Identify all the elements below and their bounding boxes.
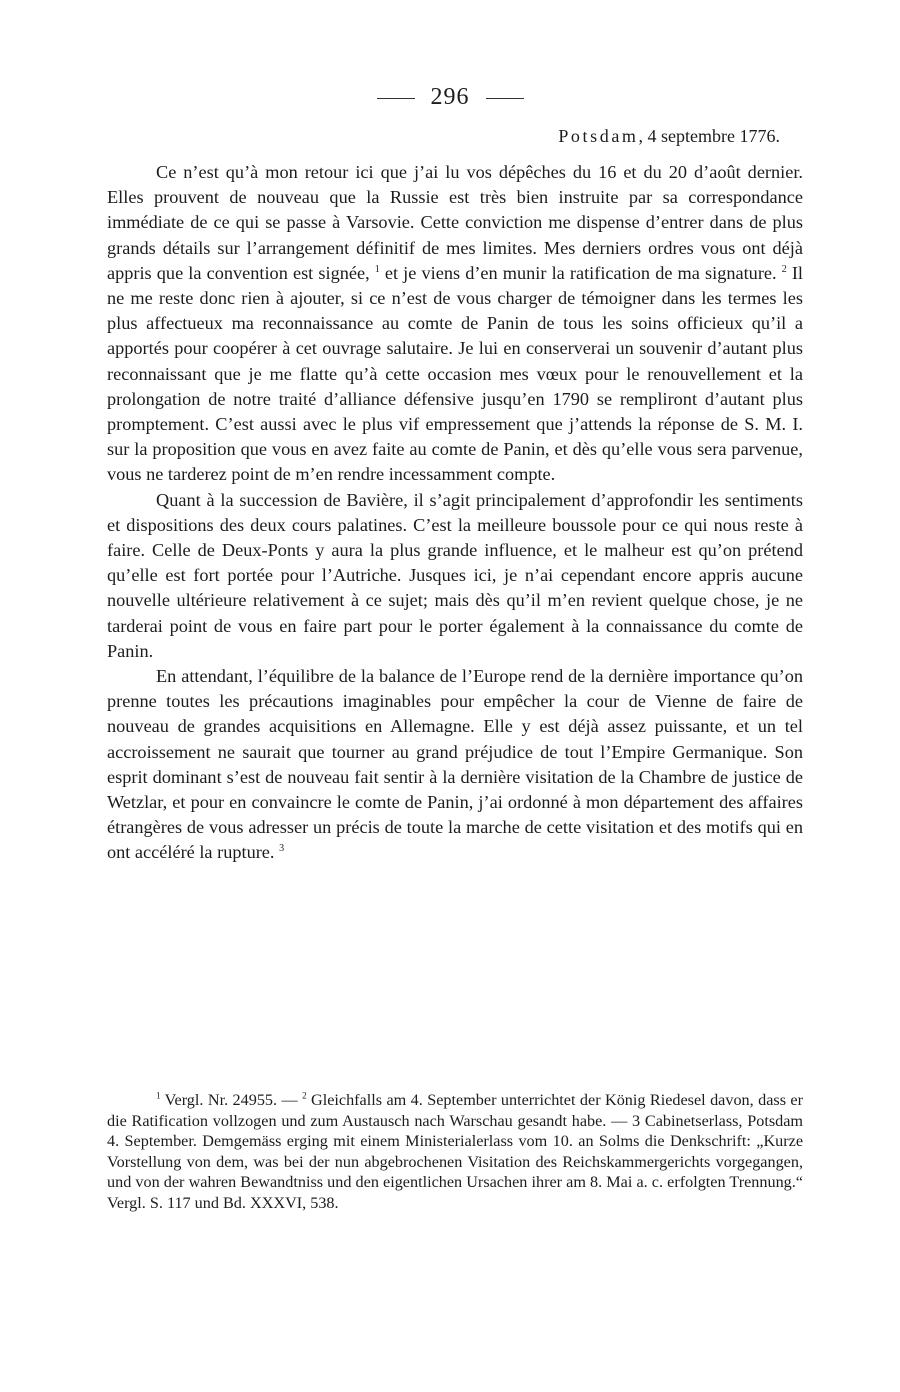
paragraph	[107, 664, 803, 866]
footnote-marker: 2	[781, 263, 787, 275]
header-rule-left	[377, 98, 415, 99]
footnote-marker: 1	[374, 263, 380, 275]
text-run: Vergl. Nr. 24955. —	[160, 1091, 303, 1109]
text-run: Quant à la succession de Bavière, il s’agit principalement d’approfondir les sentiments et dispositions des deux cours palatines. C’est la meilleure boussole pour ce qui nous reste à faire. Celle de Deux-Ponts y aura la plus grande influence, et le malheur est qu’on prétend qu’elle est fort portée pour l’Autriche. Jusques ici, je n’ai cependant encore appris aucune nouvelle ultérieure relativement à ce sujet; mais dès qu’il m’en revient quelque chose, je ne tarderai point de vous en faire part pour le porter également à la connaissance du comte de Panin.	[107, 489, 803, 661]
text-run: Il ne me reste donc rien à ajouter, si ce n’est de vous charger de témoigner dans les termes les plus affectueux ma reconnaissance au comte de Panin de tous les soins officieux qu’il a apportés pour coopérer à cet ouvrage salutaire. Je lui en conserverai un souvenir d’autant plus reconnaissant que je me flatte qu’à cette occasion mes vœux pour le renouvellement et la prolongation de notre traité d’alliance défensive jusqu’en 1790 se rempliront d’autant plus promptement. C’est aussi avec le plus vif empressement que j’attends la réponse de S. M. I. sur la proposition que vous en avez faite au comte de Panin, et dès qu’elle vous sera parvenue, vous ne tarderez point de m’en rendre incessamment compte.	[107, 262, 803, 485]
footnote-marker: 2	[302, 1090, 307, 1101]
footnotes	[107, 1090, 803, 1213]
text-run: Ce n’est qu’à mon retour ici que j’ai lu vos dépêches du 16 et du 20 d’août dernier. Elles prouvent de nouveau que la Russie est très bien instruite par sa correspondance immédiate de ce qui se passe à Varsovie. Cette conviction me dispense d’entrer dans de plus grands détails sur l’arrangement définitif de mes limites. Mes derniers ordres vous ont déjà appris que la convention est signée,	[107, 162, 803, 283]
paragraph	[107, 160, 803, 488]
footnote-marker: 3	[279, 843, 285, 855]
page-header	[0, 84, 900, 111]
text-run: Gleichfalls am 4. September unterrichtet der König Riedesel davon, dass er die Ratification vollzogen und zum Austausch nach Warschau gesandt habe. — 3 Cabinetserlass, Potsdam 4. September. Demgemäss erging mit einem Ministerialerlass vom 10. an Solms die Denkschrift: „Kurze Vorstellung von dem, was bei der nun abgebrochenen Visitation des Reichskammergerichts vorgegangen, und von der wahren Bewandtniss und den eigentlichen Ursachen ihrer am 8. Mai a. c. erfolgten Trennung.“ Vergl. S. 117 und Bd. XXXVI, 538.	[107, 1091, 803, 1212]
header-rule-right	[486, 98, 524, 99]
letter-body	[107, 160, 803, 866]
footnote-marker: 1	[156, 1090, 161, 1101]
dateline-place: Potsdam	[558, 126, 639, 146]
text-run: et je viens d’en munir la ratification de ma signature.	[379, 262, 782, 283]
dateline	[558, 126, 780, 147]
text-run: En attendant, l’équilibre de la balance de l’Europe rend de la dernière importance qu’on prenne toutes les précautions imaginables pour empêcher la cour de Vienne de faire de nouveau de grandes acquisitions en Allemagne. Elle y est déjà assez puissante, et un tel accroissement ne saurait que tourner au grand préjudice de tout l’Empire Germanique. Son esprit dominant s’est de nouveau fait sentir à la dernière visitation de la Chambre de justice de Wetzlar, et pour en convaincre le comte de Panin, j’ai ordonné à mon département des affaires étrangères de vous adresser un précis de toute la marche de cette visitation et des motifs qui en ont accéléré la rupture.	[107, 666, 803, 863]
paragraph	[107, 488, 803, 664]
dateline-date: , 4 septembre 1776.	[638, 126, 780, 146]
page-number: 296	[430, 84, 470, 110]
